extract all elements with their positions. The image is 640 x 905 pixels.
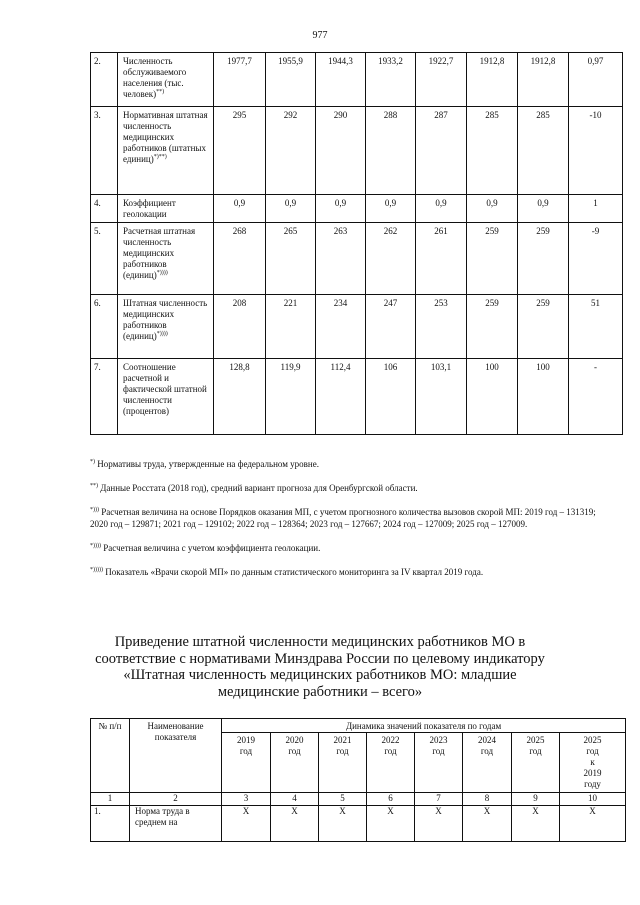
year-unit: год bbox=[480, 746, 494, 756]
table-cell: 112,4 bbox=[316, 359, 366, 435]
table-row bbox=[91, 806, 626, 842]
table-cell: Х bbox=[222, 806, 271, 842]
year-unit: год bbox=[336, 746, 349, 756]
staffing-table-continued bbox=[90, 52, 623, 435]
header-name: Наименование показателя bbox=[130, 719, 222, 793]
table-cell: 259 bbox=[518, 223, 569, 295]
table-cell: 119,9 bbox=[266, 359, 316, 435]
table-cell: 253 bbox=[416, 295, 467, 359]
table-cell: 0,9 bbox=[316, 195, 366, 223]
table-cell: - bbox=[569, 359, 623, 435]
table-cell: 259 bbox=[467, 223, 518, 295]
table-cell: 268 bbox=[214, 223, 266, 295]
table-cell: 100 bbox=[518, 359, 569, 435]
footnote-mark: *)))) bbox=[90, 543, 101, 549]
row-name: Нормативная штатная численность медицинских работников (штатных единиц)*)**) bbox=[118, 107, 214, 195]
header-dynamics: Динамика значений показателя по годам bbox=[222, 719, 626, 733]
page-number: 977 bbox=[312, 30, 328, 41]
table-cell: 1944,3 bbox=[316, 53, 366, 107]
table-cell: 285 bbox=[467, 107, 518, 195]
row-number: 6. bbox=[91, 295, 118, 359]
table-cell: 1977,7 bbox=[214, 53, 266, 107]
row-number: 5. bbox=[91, 223, 118, 295]
table-row bbox=[91, 295, 623, 359]
index-cell: 1 bbox=[91, 793, 130, 806]
year-unit: год bbox=[432, 746, 445, 756]
table-cell: 287 bbox=[416, 107, 467, 195]
year-label: 2021 bbox=[333, 735, 352, 745]
row-number: 7. bbox=[91, 359, 118, 435]
header-year bbox=[271, 733, 319, 793]
table-cell: 221 bbox=[266, 295, 316, 359]
index-cell: 9 bbox=[512, 793, 560, 806]
header-year bbox=[222, 733, 271, 793]
year-unit: год bbox=[384, 746, 397, 756]
table-cell: 100 bbox=[467, 359, 518, 435]
row-name: Соотношение расчетной и фактической штатной численности (процентов) bbox=[118, 359, 214, 435]
table-cell: Х bbox=[271, 806, 319, 842]
table-cell: 0,9 bbox=[214, 195, 266, 223]
change-label-line: 2025 bbox=[583, 735, 602, 745]
table-cell: 0,97 bbox=[569, 53, 623, 107]
table-cell: Х bbox=[463, 806, 512, 842]
header-year bbox=[319, 733, 367, 793]
section-title: Приведение штатной численности медицинских работников МО в соответствие с нормативами Минздрава России по целевому индикатору «Штатная численность медицинских работников МО: младшие медицинские работники – всего» bbox=[95, 634, 545, 700]
footnote: *))) Расчетная величина на основе Порядков оказания МП, с учетом прогнозного количества вызовов скорой МП: 2019 год – 131319; 2020 год – 129871; 2021 год – 129102; 2022 год – 128364; 2023 год – 127667; 2024 год – 127009; 2025 год – 127009. bbox=[90, 507, 596, 529]
footnotes bbox=[90, 458, 610, 590]
index-cell: 3 bbox=[222, 793, 271, 806]
header-change bbox=[560, 733, 626, 793]
table-cell: 290 bbox=[316, 107, 366, 195]
footnote-mark: *) bbox=[90, 459, 95, 465]
table-cell: 0,9 bbox=[366, 195, 416, 223]
index-cell: 4 bbox=[271, 793, 319, 806]
row-name: Штатная численность медицинских работников (единиц)*)))) bbox=[118, 295, 214, 359]
year-unit: год bbox=[239, 746, 253, 756]
table-cell: Х bbox=[367, 806, 415, 842]
footnote-mark: *)**) bbox=[153, 154, 167, 160]
table-row bbox=[91, 359, 623, 435]
table-cell: 292 bbox=[266, 107, 316, 195]
table-row bbox=[91, 53, 623, 107]
row-name: Коэффициент геолокации bbox=[118, 195, 214, 223]
table-cell: 1933,2 bbox=[366, 53, 416, 107]
index-cell: 7 bbox=[415, 793, 463, 806]
table-cell: 51 bbox=[569, 295, 623, 359]
change-label-line: 2019 bbox=[583, 768, 602, 778]
table-cell: 265 bbox=[266, 223, 316, 295]
table-cell: 234 bbox=[316, 295, 366, 359]
table-cell: 1 bbox=[569, 195, 623, 223]
footnote-mark: *)))) bbox=[156, 270, 168, 276]
row-number: 3. bbox=[91, 107, 118, 195]
row-number: 4. bbox=[91, 195, 118, 223]
table-cell: 262 bbox=[366, 223, 416, 295]
year-label: 2020 bbox=[285, 735, 304, 745]
index-cell: 5 bbox=[319, 793, 367, 806]
table-cell: 103,1 bbox=[416, 359, 467, 435]
year-unit: год bbox=[288, 746, 301, 756]
year-label: 2023 bbox=[429, 735, 448, 745]
header-year bbox=[367, 733, 415, 793]
table-row bbox=[91, 107, 623, 195]
table-cell: 0,9 bbox=[518, 195, 569, 223]
footnote: *)))) Расчетная величина с учетом коэффициента геолокации. bbox=[90, 543, 321, 553]
table-cell: Х bbox=[512, 806, 560, 842]
header-num: № п/п bbox=[91, 719, 130, 793]
row-number: 1. bbox=[91, 806, 130, 842]
table-row bbox=[91, 223, 623, 295]
table-cell: 0,9 bbox=[467, 195, 518, 223]
table-cell: Х bbox=[560, 806, 626, 842]
change-label-line: году bbox=[584, 779, 601, 789]
footnote: **) Данные Росстата (2018 год), средний вариант прогноза для Оренбургской области. bbox=[90, 483, 418, 493]
table-cell: 285 bbox=[518, 107, 569, 195]
year-label: 2024 bbox=[478, 735, 496, 745]
footnote-mark: *))))) bbox=[90, 567, 103, 573]
table-cell: 128,8 bbox=[214, 359, 266, 435]
table-cell: 1922,7 bbox=[416, 53, 467, 107]
table-cell: 259 bbox=[518, 295, 569, 359]
row-name: Норма труда в среднем на bbox=[130, 806, 222, 842]
index-cell: 10 bbox=[560, 793, 626, 806]
table-cell: 208 bbox=[214, 295, 266, 359]
header-year bbox=[512, 733, 560, 793]
year-unit: год bbox=[529, 746, 542, 756]
table-cell: 1955,9 bbox=[266, 53, 316, 107]
table-row bbox=[91, 195, 623, 223]
footnote-mark: **) bbox=[90, 483, 98, 489]
table-cell: Х bbox=[319, 806, 367, 842]
table-cell: 1912,8 bbox=[518, 53, 569, 107]
row-name: Численность обслуживаемого населения (тыс. человек)**) bbox=[118, 53, 214, 107]
table-cell: 288 bbox=[366, 107, 416, 195]
row-name: Расчетная штатная численность медицинских работников (единиц)*)))) bbox=[118, 223, 214, 295]
table-cell: -9 bbox=[569, 223, 623, 295]
index-cell: 8 bbox=[463, 793, 512, 806]
table-cell: 1912,8 bbox=[467, 53, 518, 107]
footnote-mark: *)))) bbox=[156, 331, 168, 337]
index-cell: 6 bbox=[367, 793, 415, 806]
table-cell: -10 bbox=[569, 107, 623, 195]
year-label: 2019 bbox=[237, 735, 255, 745]
year-label: 2025 bbox=[526, 735, 545, 745]
change-label-line: год bbox=[586, 746, 599, 756]
header-year bbox=[415, 733, 463, 793]
table-cell: 247 bbox=[366, 295, 416, 359]
footnote-mark: **) bbox=[156, 89, 165, 95]
junior-staff-table bbox=[90, 718, 626, 842]
table-cell: 261 bbox=[416, 223, 467, 295]
change-label-line: к bbox=[590, 757, 595, 767]
header-year bbox=[463, 733, 512, 793]
table-cell: 0,9 bbox=[266, 195, 316, 223]
table-cell: Х bbox=[415, 806, 463, 842]
index-cell: 2 bbox=[130, 793, 222, 806]
row-number: 2. bbox=[91, 53, 118, 107]
year-label: 2022 bbox=[381, 735, 400, 745]
table-cell: 259 bbox=[467, 295, 518, 359]
table-cell: 0,9 bbox=[416, 195, 467, 223]
footnote-mark: *))) bbox=[90, 507, 99, 513]
table-cell: 263 bbox=[316, 223, 366, 295]
index-row bbox=[91, 793, 626, 806]
table-cell: 295 bbox=[214, 107, 266, 195]
table-cell: 106 bbox=[366, 359, 416, 435]
footnote: *) Нормативы труда, утвержденные на федеральном уровне. bbox=[90, 459, 319, 469]
footnote: *))))) Показатель «Врачи скорой МП» по данным статистического мониторинга за IV квартал 2019 года. bbox=[90, 567, 484, 577]
